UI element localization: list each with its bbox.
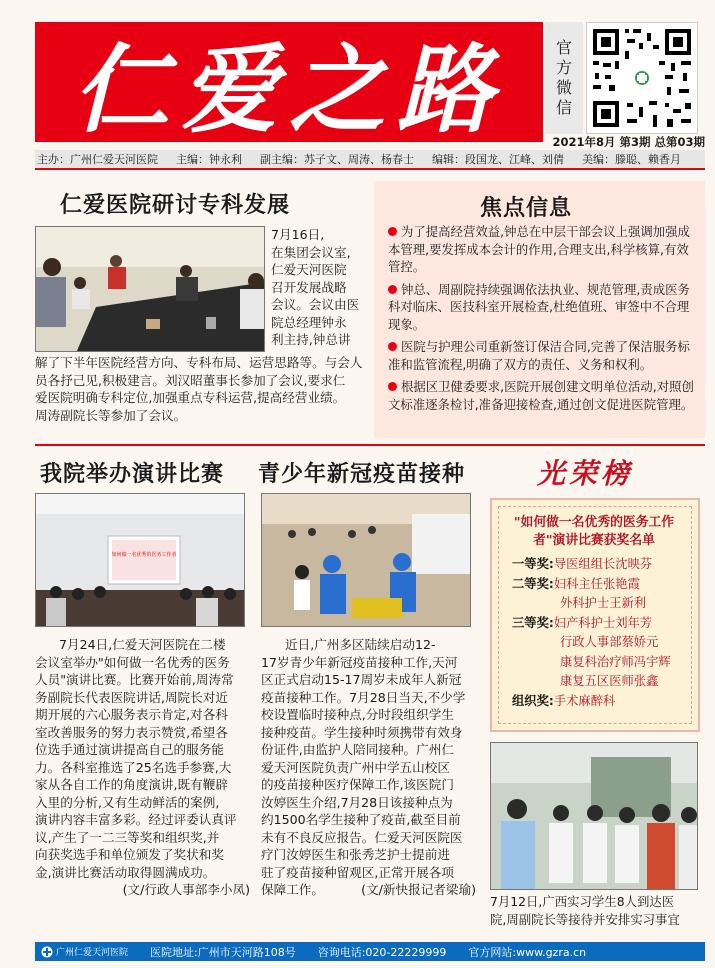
- honor-row: [512, 633, 671, 653]
- honor-row: [512, 594, 671, 614]
- focus-item-text: 为了提高经营效益,钟总在中层干部会议上强调加强成本管理,要发挥成本会计的作用,合理支出,科学核算,有效管控。: [388, 224, 690, 274]
- slide-text: 如何做一名优秀的医务工作者: [111, 552, 177, 558]
- text-line: 入里的分析,又有生动鲜活的案例,: [35, 794, 220, 810]
- focus-title: 焦点信息: [480, 196, 573, 221]
- wechat-label-char: 微: [555, 78, 572, 97]
- text-line: 院总经理钟永: [271, 314, 347, 330]
- wechat-label-char: 方: [555, 58, 572, 77]
- text-line: 位选手通过演讲提高自己的服务能: [35, 742, 224, 757]
- staff-editor-in-chief: 主编：钟永利: [176, 153, 242, 166]
- text-line: 约1500名学生接种了疫苗,截至目前: [261, 812, 461, 827]
- focus-item-text: 根据区卫健委要求,医院开展创建文明单位活动,对照创文标准逐条检讨,准备迎接检查,通过创文促进医院管理。: [388, 379, 694, 412]
- text-line: 金,演讲比赛活动取得圆满成功。: [35, 864, 216, 880]
- honor-roll-box: [490, 498, 700, 732]
- text-line: 召开发展战略: [271, 279, 347, 295]
- text-line: 会议室举办"如何做一名优秀的医务: [35, 654, 230, 670]
- text-line: 未有不良反应报告。仁爱天河医院医: [261, 829, 463, 845]
- speech-contest-photo: [35, 493, 245, 627]
- footer-website-link[interactable]: 官方网站:www.gzra.cn: [468, 945, 587, 959]
- award-winner: 导医组组长沈映芬: [553, 557, 653, 571]
- bullet-icon: [388, 227, 397, 236]
- honor-row: [512, 653, 671, 673]
- footer-address: 医院地址:广州市天河路108号: [150, 945, 296, 959]
- text-line: 近日,广州多区陆续启动12-: [285, 637, 436, 652]
- text-line: 院,周副院长等接待并安排实习事宜: [490, 911, 680, 927]
- text-line: 解了下半年医院经营方向、专科布局、运营思路等。与会人: [35, 355, 363, 370]
- focus-item: [388, 281, 695, 334]
- issue-info: 2021年8月 第3期 总第03期: [552, 135, 705, 149]
- footer-logo-text: 广州仁爱天河医院: [56, 948, 129, 958]
- text-line: 向获奖选手和单位颁发了奖状和奖: [35, 847, 224, 862]
- bullet-icon: [388, 285, 397, 294]
- text-line: 周涛副院长等参加了会议。: [35, 407, 187, 423]
- award-winner: 妇科主任张艳霞: [553, 576, 640, 591]
- text-line: 驻了疫苗接种留观区,正常开展各项: [261, 864, 454, 880]
- article3-byline: (文/新快报记者梁瑜): [361, 882, 476, 897]
- text-line: 爱医院明确专科定位,加强重点专科运营,提高经营业绩。: [35, 390, 346, 405]
- honor-row: [512, 672, 671, 692]
- award-level: 二等奖:: [512, 576, 554, 591]
- text-line: 接种疫苗。学生接种时须携带有效身: [261, 724, 463, 740]
- article1-title: 仁爱医院研讨专科发展: [60, 193, 291, 218]
- article1-beside-text: [271, 226, 363, 349]
- text-line: 议,产生了一二三等奖和组织奖,并: [35, 829, 220, 845]
- bullet-icon: [388, 342, 397, 351]
- text-line: 在集团会议室,: [271, 244, 351, 260]
- article1-body: [35, 354, 365, 424]
- text-line: 室改善服务的努力表示赞赏,希望各: [35, 724, 228, 740]
- award-winner: 妇产科护士刘年芳: [553, 615, 653, 630]
- text-line: 演讲内容丰富多彩。经过评委认真评: [35, 812, 237, 827]
- text-line: 汝婷医生介绍,7月28日该接种点为: [261, 794, 453, 810]
- focus-news-box: [374, 181, 705, 438]
- focus-item: [388, 378, 695, 413]
- text-line: 会议。会议由医: [271, 297, 360, 312]
- honor-roll-list: [512, 555, 671, 711]
- footer-bar: [35, 942, 705, 961]
- article2-title: 我院举办演讲比赛: [40, 462, 225, 487]
- newspaper-title: 仁爱之路: [73, 32, 505, 142]
- text-line: 爱天河医院负责广州中学五山校区: [261, 759, 450, 775]
- text-line: 的疫苗接种医疗保障工作,该医院门: [261, 777, 454, 792]
- section-rule: [35, 444, 705, 446]
- text-line: 利主持,钟总讲: [271, 332, 351, 347]
- text-line: 疗门汝婷医生和张秀芝护士提前进: [261, 847, 450, 862]
- honor-roll-title: "如何做一名优秀的医务工作者"演讲比赛获奖名单: [513, 515, 675, 548]
- award-level: 三等奖:: [512, 615, 554, 630]
- text-line: 校设置临时接种点,分时段组织学生: [261, 707, 454, 722]
- text-line: 员各抒己见,积极建言。刘汉昭董事长参加了会议,要求仁: [35, 372, 346, 388]
- award-level: 一等奖:: [512, 557, 554, 571]
- text-line: 仁爱天河医院: [271, 262, 347, 277]
- footer-phone: 咨询电话:020-22229999: [317, 945, 447, 959]
- staff-art-editors: 美编：滕聪、赖香月: [582, 153, 681, 166]
- honor-row: [512, 555, 671, 575]
- footer-logo: [41, 945, 128, 958]
- award-winner: 行政人事部蔡娇元: [560, 635, 659, 649]
- honor-roll-heading: 光荣榜: [537, 457, 634, 490]
- staff-host: 主办：广州仁爱天河医院: [37, 153, 158, 166]
- text-line: 家从各自工作的角度演讲,既有鞭辟: [35, 777, 228, 792]
- text-line: 7月24日,仁爱天河医院在二楼: [59, 637, 226, 652]
- honor-row: [512, 692, 671, 712]
- text-line: 7月16日,: [271, 227, 325, 242]
- text-line: 区正式启动15-17周岁未成年人新冠: [261, 672, 462, 687]
- masthead-banner: [35, 22, 543, 142]
- text-line: 17岁青少年新冠疫苗接种工作,天河: [261, 654, 458, 670]
- text-line: 期开展的六心服务表示肯定,对各科: [35, 707, 228, 722]
- interns-caption: [490, 893, 705, 928]
- wechat-label-char: 信: [555, 98, 572, 117]
- text-line: 人员"演讲比赛。比赛开始前,周涛常: [35, 672, 234, 687]
- text-line: 7月12日,广西实习学生8人到达医: [490, 894, 675, 909]
- header-rule: [35, 168, 705, 170]
- text-line-end: 保障工作。: [261, 882, 324, 897]
- bullet-icon: [388, 382, 397, 391]
- award-winner: 康复科治疗师冯宇辉: [560, 654, 671, 669]
- article3-title: 青少年新冠疫苗接种: [258, 462, 466, 487]
- text-line: 务副院长代表医院讲话,周院长对近: [35, 689, 228, 705]
- text-line: 疫苗接种工作。7月28日当天,不少学: [261, 689, 466, 705]
- article2-byline: (文/行政人事部李小凤): [122, 882, 250, 897]
- meeting-photo: [35, 226, 265, 352]
- award-winner: 手术麻醉科: [553, 693, 616, 708]
- article2-body: [35, 636, 250, 899]
- vaccination-photo: [261, 493, 471, 627]
- article3-body: [261, 636, 476, 899]
- focus-item-text: 钟总、周副院持续强调依法执业、规范管理,责成医务科对临床、医技科室开展检查,杜绝值班、审签中不合理现象。: [388, 281, 690, 332]
- award-level: 组织奖:: [512, 693, 554, 708]
- qr-code-icon[interactable]: [586, 22, 698, 134]
- staff-bar: [35, 150, 705, 168]
- focus-item-text: 医院与护理公司重新签订保洁合同,完善了保洁服务标准和监管流程,明确了双方的责任、义务和权利。: [388, 339, 690, 372]
- text-line: 份证件,由监护人陪同接种。广州仁: [261, 742, 454, 757]
- award-winner: 康复五区医师张鑫: [560, 674, 659, 688]
- focus-item: [388, 338, 695, 373]
- staff-editors: 编辑：段国龙、江峰、刘倩: [432, 153, 564, 166]
- text-line: [261, 881, 476, 899]
- honor-row: [512, 614, 671, 634]
- interns-photo: [490, 742, 698, 890]
- award-winner: 外科护士王新利: [560, 596, 647, 610]
- honor-row: [512, 575, 671, 595]
- text-line: 力。各科室推选了25名选手参赛,大: [35, 759, 232, 775]
- hospital-logo-icon: [41, 946, 53, 958]
- wechat-label-char: 官: [555, 38, 572, 57]
- focus-item: [388, 223, 695, 276]
- staff-deputy-editors: 副主编：苏子文、周涛、杨春士: [260, 153, 414, 166]
- wechat-label: [545, 22, 583, 134]
